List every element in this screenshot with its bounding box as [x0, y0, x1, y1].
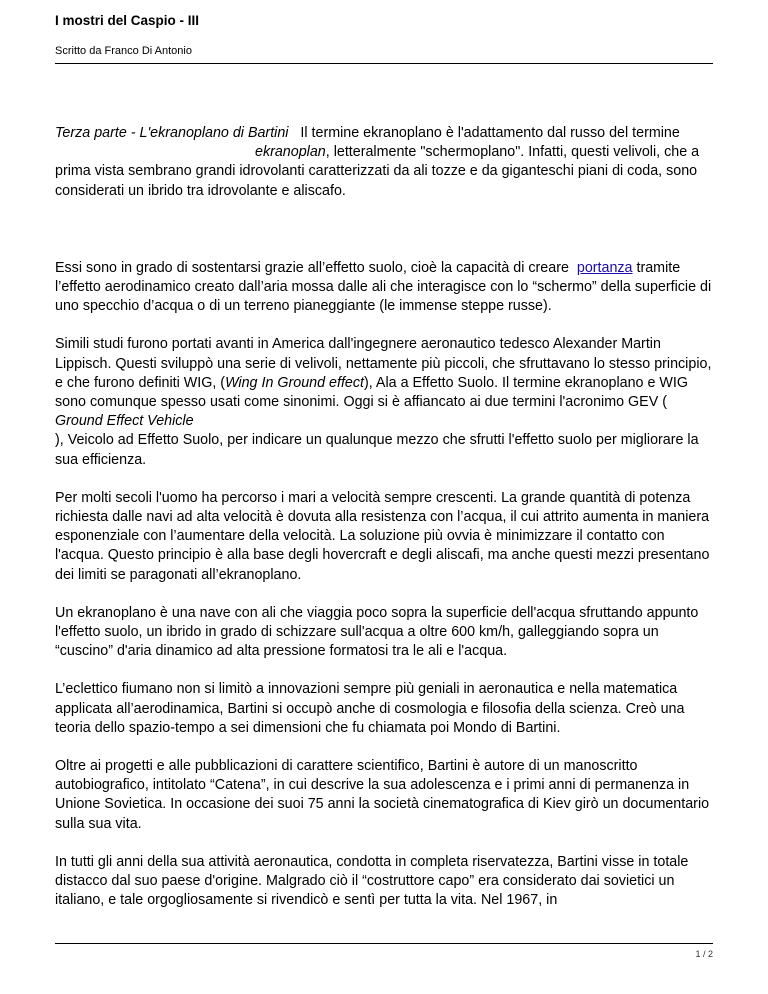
intro-text-b: , letteralmente "schermoplano". Infatti, questi velivoli, che a prima vista sembrano grandi idrovolanti caratterizzati da ali tozze e da giganteschi piani di coda, sono considerati un ibrido tra idrovolante e aliscafo. — [55, 144, 700, 199]
paragraph-definition: Un ekranoplano è una nave con ali che viaggia poco sopra la superficie dell'acqua sfruttando appunto l'effetto suolo, un ibrido in grado di schizzare sull'acqua a oltre 600 km/h, galleggiando sopra un “cuscino” d'aria dinamico ad alta pressione formatosi tra le ali e l'acqua. — [55, 604, 699, 660]
article-body — [55, 124, 715, 930]
intro-term: ekranoplan — [255, 144, 326, 161]
lippisch-text-a: Simili studi furono portati avanti in America dall'ingegnere aeronautico tedesco Alexander Martin Lippisch. Questi sviluppò una serie di velivoli, nettamente più piccoli, che sfruttavano lo stesso principio, e che furono definiti WIG, ( — [55, 336, 712, 391]
paragraph-lippisch — [55, 335, 715, 469]
page-header — [55, 12, 713, 58]
gev-term: Ground Effect Vehicle — [55, 413, 194, 430]
paragraph-manuscript: Oltre ai progetti e alle pubblicazioni di carattere scientifico, Bartini è autore di un manoscritto autobiografico, intitolato “Catena”, in cui descrive la sua adolescenza e i primi anni di permanenza in Unione Sovietica. In occasione dei suoi 75 anni la società cinematografica di Kiev girò un documentario sulla sua vita. — [55, 758, 710, 832]
intro-text-a: Il termine ekranoplano è l'adattamento dal russo del termine — [300, 125, 680, 141]
paragraph-cosmology: L’eclettico fiumano non si limitò a innovazioni sempre più geniali in aeronautica e nella matematica applicata all’aerodinamica, Bartini si occupò anche di cosmologia e filosofia della scienza. Creò una teoria dello spazio-tempo a sei dimensioni che fu chiamata poi Mondo di Bartini. — [55, 681, 685, 736]
page-number: 1 / 2 — [695, 949, 713, 959]
ground-effect-text-a: Essi sono in grado di sostentarsi grazie all’effetto suolo, cioè la capacità di creare — [55, 259, 569, 276]
ground-effect-text-b: tramite l’effetto aerodinamico creato dall’aria mossa dalle ali che interagisce con lo “schermo” della superficie di uno specchio d’acqua o di un terreno pianeggiante (le immense steppe russe). — [55, 259, 712, 315]
footer-divider — [55, 943, 713, 944]
lippisch-text-b: ), Ala a Effetto Suolo. Il termine ekranoplano e WIG sono comunque spesso usati come sinonimi. Oggi si è affiancato ai due termini l'acronimo GEV ( — [55, 374, 688, 411]
paragraph-ground-effect — [55, 259, 715, 317]
wig-term: Wing In Ground effect — [225, 374, 365, 391]
paragraph-intro — [55, 124, 715, 201]
document-title: I mostri del Caspio - III — [55, 13, 200, 28]
lippisch-text-c: ), Veicolo ad Effetto Suolo, per indicare un qualunque mezzo che sfrutti l'effetto suolo per migliorare la sua efficienza. — [55, 432, 699, 468]
portanza-link[interactable]: portanza — [576, 259, 633, 276]
paragraph-origins: In tutti gli anni della sua attività aeronautica, condotta in completa riservatezza, Bartini visse in totale distacco dal suo paese d'origine. Malgrado ciò il “costruttore capo” era considerato dai sovietici un italiano, e tale orgogliosamente si rivendicò e sentì per tutta la vita. Nel 1967, in — [55, 853, 689, 909]
paragraph-speed: Per molti secoli l'uomo ha percorso i mari a velocità sempre crescenti. La grande quantità di potenza richiesta dalle navi ad alta velocità è dovuta alla resistenza con l’acqua, il cui attrito aumenta in maniera esponenziale con l’aumentare della velocità. La soluzione più ovvia è minimizzare il contatto con l'acqua. Questo principio è alla base degli hovercraft e degli aliscafi, ma anche questi mezzi presentano dei limiti se paragonati all’ekranoplano. — [55, 489, 710, 583]
section-heading: Terza parte - L'ekranoplano di Bartini — [55, 125, 289, 141]
header-divider — [55, 63, 713, 64]
document-author: Scritto da Franco Di Antonio — [55, 45, 192, 57]
